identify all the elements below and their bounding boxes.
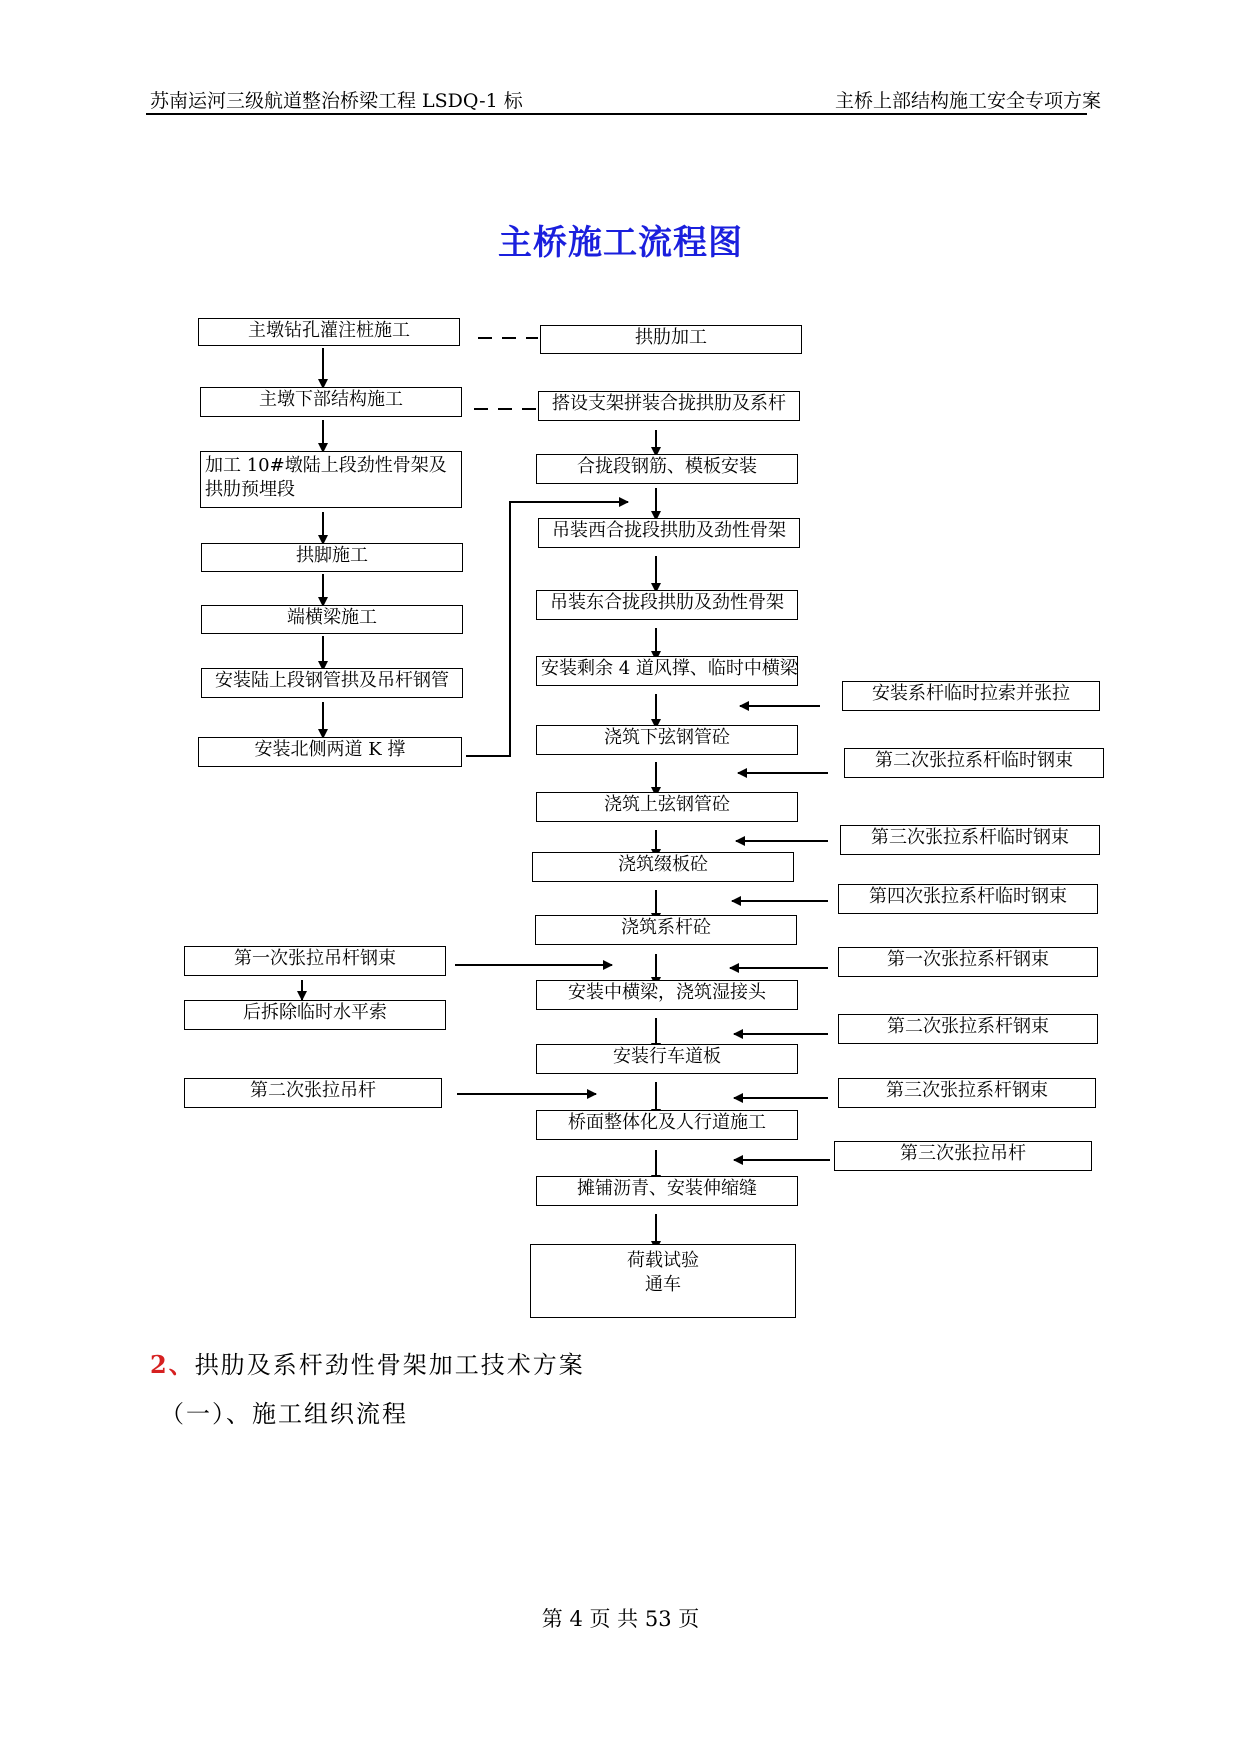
center-box-9-text: 浇筑缀板砼 <box>618 854 708 875</box>
center-box-10 <box>535 915 797 945</box>
left-box-6 <box>201 668 463 698</box>
final-box <box>530 1244 796 1318</box>
center-box-14-text: 摊铺沥青、安装伸缩缝 <box>577 1178 757 1199</box>
center-box-13-text: 桥面整体化及人行道施工 <box>568 1112 766 1133</box>
lower-left-box-3-text: 第二次张拉吊杆 <box>250 1080 376 1101</box>
subsection-heading: （一）、施工组织流程 <box>160 1400 408 1428</box>
left-box-3-text: 加工 10#墩陆上段劲性骨架及拱肋预埋段 <box>205 455 447 500</box>
final-box-line-2: 通车 <box>645 1274 681 1295</box>
left-box-2 <box>200 387 462 417</box>
center-box-5 <box>536 590 798 620</box>
right-box-6-text: 第二次张拉系杆钢束 <box>887 1016 1049 1037</box>
left-box-5 <box>201 605 463 634</box>
center-box-7 <box>536 725 798 755</box>
left-box-6-text: 安装陆上段钢管拱及吊杆钢管 <box>215 670 449 691</box>
center-box-4 <box>538 518 800 548</box>
right-box-1 <box>842 681 1100 711</box>
lower-left-box-3 <box>184 1078 442 1108</box>
center-box-8 <box>536 792 798 822</box>
left-box-7 <box>198 737 462 767</box>
right-box-5-text: 第一次张拉系杆钢束 <box>887 949 1049 970</box>
lower-left-box-2-text: 后拆除临时水平索 <box>243 1002 387 1023</box>
center-box-12-text: 安装行车道板 <box>613 1046 721 1067</box>
header-left: 苏南运河三级航道整治桥梁工程 LSDQ-1 标 <box>150 90 523 112</box>
left-box-4-text: 拱脚施工 <box>296 545 368 566</box>
center-box-2 <box>538 391 800 421</box>
left-box-4 <box>201 543 463 572</box>
section-2-text: 拱肋及系杆劲性骨架加工技术方案 <box>194 1351 585 1379</box>
lower-left-box-1-text: 第一次张拉吊杆钢束 <box>234 948 396 969</box>
section-2-heading <box>150 1345 585 1380</box>
center-box-3-text: 合拢段钢筋、模板安装 <box>577 456 757 477</box>
right-box-3 <box>840 825 1100 855</box>
center-box-12 <box>536 1044 798 1074</box>
center-box-5-text: 吊装东合拢段拱肋及劲性骨架 <box>550 592 784 613</box>
right-box-4 <box>838 884 1098 914</box>
right-box-8 <box>834 1141 1092 1171</box>
page-title: 主桥施工流程图 <box>498 223 743 263</box>
center-box-11-text: 安装中横梁，浇筑湿接头 <box>568 982 766 1003</box>
right-box-1-text: 安装系杆临时拉索并张拉 <box>872 683 1070 704</box>
center-box-11 <box>536 980 798 1010</box>
right-box-2-text: 第二次张拉系杆临时钢束 <box>875 750 1073 771</box>
center-box-9 <box>532 852 794 882</box>
header-right: 主桥上部结构施工安全专项方案 <box>834 90 1101 112</box>
section-2-number: 2、 <box>150 1350 195 1379</box>
center-box-2-text: 搭设支架拼装合拢拱肋及系杆 <box>552 393 786 414</box>
center-box-1-text: 拱肋加工 <box>635 327 707 348</box>
lower-left-box-2 <box>184 1000 446 1030</box>
page-footer: 第 4 页 共 53 页 <box>541 1607 700 1631</box>
right-box-7-text: 第三次张拉系杆钢束 <box>886 1080 1048 1101</box>
center-box-8-text: 浇筑上弦钢管砼 <box>604 794 730 815</box>
right-box-2 <box>844 748 1104 778</box>
right-box-8-text: 第三次张拉吊杆 <box>900 1143 1026 1164</box>
center-box-7-text: 浇筑下弦钢管砼 <box>604 727 730 748</box>
left-box-7-text: 安装北侧两道 K 撑 <box>254 739 406 760</box>
left-box-2-text: 主墩下部结构施工 <box>259 389 403 410</box>
lower-left-box-1 <box>184 946 446 976</box>
right-box-4-text: 第四次张拉系杆临时钢束 <box>869 886 1067 907</box>
center-box-4-text: 吊装西合拢段拱肋及劲性骨架 <box>552 520 786 541</box>
left-box-1-text: 主墩钻孔灌注桩施工 <box>248 320 410 341</box>
right-box-5 <box>838 947 1098 977</box>
center-box-1 <box>540 325 802 354</box>
center-box-14 <box>536 1176 798 1206</box>
right-box-7 <box>838 1078 1096 1108</box>
left-box-3 <box>200 451 462 508</box>
center-box-6-text: 安装剩余 4 道风撑、临时中横梁 <box>541 658 798 679</box>
left-box-5-text: 端横梁施工 <box>287 607 377 628</box>
right-box-6 <box>838 1014 1098 1044</box>
center-box-10-text: 浇筑系杆砼 <box>621 917 711 938</box>
center-box-13 <box>536 1110 798 1140</box>
center-box-3 <box>536 454 798 484</box>
final-box-line-1: 荷载试验 <box>627 1250 699 1271</box>
left-box-1 <box>198 318 460 346</box>
right-box-3-text: 第三次张拉系杆临时钢束 <box>871 827 1069 848</box>
center-box-6 <box>536 656 798 686</box>
